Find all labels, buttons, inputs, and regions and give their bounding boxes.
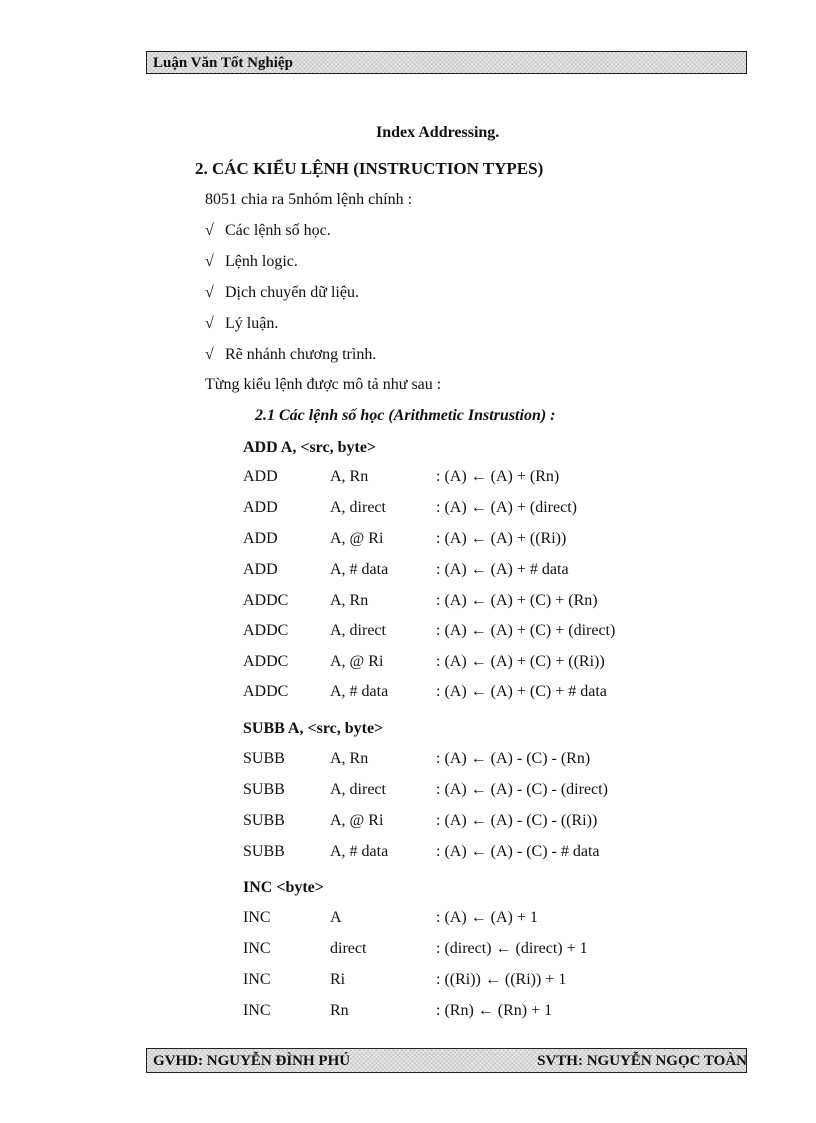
instruction-row	[0, 842, 816, 864]
operand: A	[330, 909, 342, 926]
operand: A, # data	[330, 843, 389, 860]
description: : (A) ← (A) + # data	[436, 561, 569, 578]
operand: A, Rn	[330, 468, 369, 485]
description: : (A) ← (A) - (C) - # data	[436, 843, 600, 860]
check-icon: √	[205, 222, 214, 239]
opcode: SUBB	[243, 781, 285, 798]
group-item	[205, 314, 278, 334]
describe-text: Từng kiểu lệnh được mô tả như sau :	[205, 376, 442, 393]
opcode: ADD	[243, 561, 278, 578]
description: : (A) ← (A) + 1	[436, 909, 538, 926]
check-icon: √	[205, 253, 214, 270]
operand: A, direct	[330, 499, 386, 516]
instruction-row	[0, 970, 816, 992]
opcode: SUBB	[243, 750, 285, 767]
operand: A, @ Ri	[330, 653, 384, 670]
opcode: ADD	[243, 499, 278, 516]
operand: A, direct	[330, 781, 386, 798]
opcode: INC	[243, 940, 271, 957]
group-item	[205, 221, 331, 241]
opcode: INC	[243, 909, 271, 926]
description: : (A) ← (A) + ((Ri))	[436, 530, 567, 547]
group-item-label: Các lệnh số học.	[225, 222, 331, 239]
instruction-row	[0, 682, 816, 704]
operand: A, # data	[330, 683, 389, 700]
footer-advisor: GVHD: NGUYỄN ĐÌNH PHÚ	[153, 1053, 351, 1069]
group-item	[205, 252, 298, 272]
check-icon: √	[205, 346, 214, 363]
subsection-title: 2.1 Các lệnh số học (Arithmetic Instrustion) :	[255, 407, 556, 424]
instruction-row	[0, 498, 816, 520]
inc-block-heading: INC <byte>	[243, 879, 324, 896]
opcode: SUBB	[243, 843, 285, 860]
description: : (A) ← (A) - (C) - ((Ri))	[436, 812, 598, 829]
description: : (A) ← (A) + (Rn)	[436, 468, 560, 485]
description: : (A) ← (A) + (direct)	[436, 499, 577, 516]
opcode: ADDC	[243, 683, 289, 700]
group-item	[205, 283, 359, 303]
group-item-label: Dịch chuyển dữ liệu.	[225, 284, 359, 301]
instruction-row	[0, 908, 816, 930]
opcode: SUBB	[243, 812, 285, 829]
operand: A, # data	[330, 561, 389, 578]
instruction-row	[0, 591, 816, 613]
description: : (A) ← (A) + (C) + # data	[436, 683, 607, 700]
instruction-row	[0, 749, 816, 771]
instruction-row	[0, 621, 816, 643]
section-intro: 8051 chia ra 5nhóm lệnh chính :	[205, 191, 413, 208]
opcode: ADDC	[243, 653, 289, 670]
description: : (Rn) ← (Rn) + 1	[436, 1002, 553, 1019]
opcode: ADD	[243, 530, 278, 547]
operand: A, direct	[330, 622, 386, 639]
description: : (A) ← (A) + (C) + (Rn)	[436, 592, 598, 609]
operand: A, @ Ri	[330, 530, 384, 547]
operand: A, @ Ri	[330, 812, 384, 829]
check-icon: √	[205, 284, 214, 301]
opcode: ADD	[243, 468, 278, 485]
operand: A, Rn	[330, 592, 369, 609]
description: : (A) ← (A) - (C) - (Rn)	[436, 750, 591, 767]
group-item-label: Rẽ nhánh chương trình.	[225, 346, 377, 363]
opcode: ADDC	[243, 622, 289, 639]
opcode: INC	[243, 1002, 271, 1019]
section-title: 2. CÁC KIỂU LỆNH (INSTRUCTION TYPES)	[195, 159, 544, 178]
add-block-heading: ADD A, <src, byte>	[243, 439, 377, 456]
group-item-label: Lý luận.	[225, 315, 279, 332]
description: : ((Ri)) ← ((Ri)) + 1	[436, 971, 567, 988]
instruction-row	[0, 652, 816, 674]
operand: A, Rn	[330, 750, 369, 767]
instruction-row	[0, 811, 816, 833]
description: : (A) ← (A) + (C) + (direct)	[436, 622, 616, 639]
operand: Rn	[330, 1002, 349, 1019]
instruction-row	[0, 560, 816, 582]
instruction-row	[0, 529, 816, 551]
instruction-row	[0, 780, 816, 802]
description: : (A) ← (A) - (C) - (direct)	[436, 781, 608, 798]
instruction-row	[0, 1001, 816, 1023]
instruction-row	[0, 939, 816, 961]
description: : (A) ← (A) + (C) + ((Ri))	[436, 653, 605, 670]
header-title: Luận Văn Tốt Nghiệp	[153, 55, 293, 71]
index-addressing-heading: Index Addressing.	[376, 124, 500, 141]
subb-block-heading: SUBB A, <src, byte>	[243, 720, 384, 737]
group-item-label: Lệnh logic.	[225, 253, 298, 270]
page-footer-band	[146, 1048, 747, 1073]
check-icon: √	[205, 315, 214, 332]
operand: Ri	[330, 971, 346, 988]
opcode: INC	[243, 971, 271, 988]
operand: direct	[330, 940, 367, 957]
description: : (direct) ← (direct) + 1	[436, 940, 588, 957]
opcode: ADDC	[243, 592, 289, 609]
instruction-row	[0, 467, 816, 489]
footer-student: SVTH: NGUYỄN NGỌC TOÀN	[537, 1053, 747, 1069]
page-header-band	[146, 51, 747, 74]
group-item	[205, 345, 376, 365]
